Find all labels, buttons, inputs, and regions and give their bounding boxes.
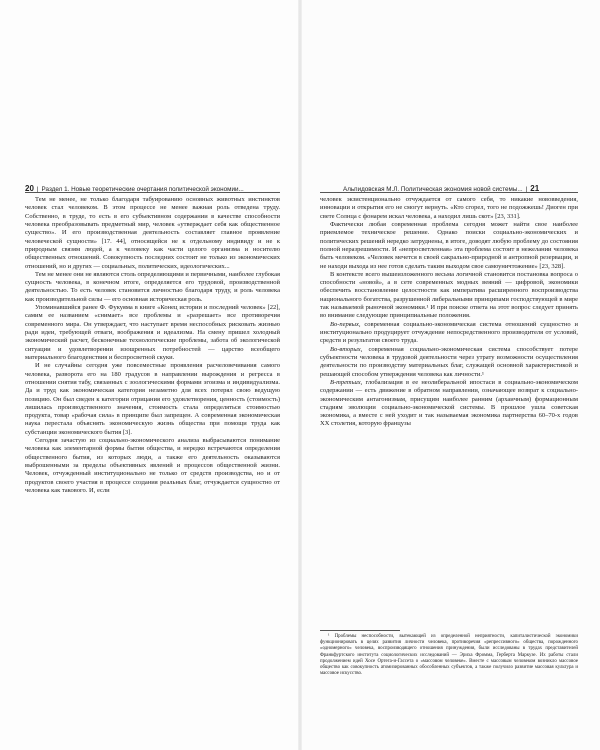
right-running-header: Альпидовская М.Л. Политическая экономия новой системы... | 21: [343, 184, 540, 193]
paragraph: Упоминавшийся ранее Ф. Фукуяма в книге «Конец истории и последний человек» [22], самим ее названием «снимает» все проблемы и «разрешает» все противоречия современного мира. Он утверждает, что наступает время неспособных рисковать жизнью ради идеи, требующей отваги, воображения и идеализма. На смену пришел холодный экономический расчет, бесконечные технологические проблемы, забота об экологической ситуации и удовлетворении изощренных потребностей — царство всеобщего материального благоденствия и беспросветной скуки.: [25, 304, 280, 361]
book-gutter: [298, 0, 302, 750]
right-body-text: [320, 196, 578, 429]
paragraph: человек экзистенционально отчуждается от самого себя, то никакие нововведения, инновации и открытия его не смогут вернуть. «Кто сгорел, того не подожжешь! Диоген при свете Солнца с фонарем искал человека, а находил лишь скот» [23, 331].: [320, 196, 578, 220]
paragraph: В-третьих, глобализация в ее неолиберальной ипостаси в социально-экономическом содержании — есть движение в обратном направлении, означающее возврат к социально-экономическим антагонизмам, присущим наиболее ранним (архаичным) формационным стадиям эволюции социально-экономической системы. В прошлое ушла советская экономика, а вместе с ней уходит и так называемая экономика партнерства 60–70-х годов XX столетия, которую французы: [320, 378, 578, 428]
paragraph: Фактически любая современная проблема сегодня может найти свое наиболее приемлемое техническое решение. Однако поиски социально-экономических и политических решений нередко затруднены, в итоге, доводят любую проблему до состояния полной неразрешимости. И «непросветленная» эта проблема состоит в нежелании человека быть человеком. «Человек мечется в своей сакрально-природной и антропной резервации, и не находи выхода из нее готов сделать таким выходом свое самоуничтожение» [23, 328].: [320, 220, 578, 270]
right-header-rule: [320, 192, 578, 193]
paragraph: Тем не менее они не являются столь определяющими и первичными, наиболее глубокая сущность человека, в конечном итоге, определяется его трудовой, производственной деятельностью. То есть человек становится личностью благодаря труду, и роль человека как производительной силы — его основная историческая роль.: [25, 270, 280, 303]
footnote-text: ¹ Проблемы неспособности, вытекающей из определенной неприятности, капиталистической экономики функционировать в целях развития личности человека, противоречия «репрессивного» общества, порожденного «одномерного» человека, воспроизводящего отношения принуждения, были исследованы в трудах представителей Франкфуртского института социологических исследований — Эриха Фромма, Герберта Маркузе. Их работы стали продолжением идей Хосе Ортега-и-Гассета о «массовом человеке». Вместе с массовым человеком возникло массовое общество как совокупность атомизированных обособленных субъектов, а также получило развитие массовая культура и массовое искусство.: [320, 634, 578, 677]
left-header-title: Раздел 1. Новые теоретические очертания политической экономии...: [41, 186, 244, 193]
right-page-number: 21: [530, 184, 540, 193]
footnote-rule: [320, 630, 400, 631]
paragraph: Тем не менее, не только благодаря табуированию основных животных инстинктов человек стал человеком. В этом процессе не менее важная роль отведена труду. Собственно, в труде, то есть в его субъективном содержании в качестве способности человека преобразовывать предметный мир, человек «утверждает себя как общественное существо». И его производственная деятельность составляет главное проявление человеческой сущности» [17. 44], относящейся не к отдельному индивиду и не к природным связям людей, а к человеку как части целого организма и носителю общественных отношений. Совокупность последних состоит не только из экономических отношений, но и других — социальных, политических, идеологических...: [25, 196, 280, 270]
left-body-text: [25, 196, 280, 495]
italic-lead: Во-вторых,: [330, 345, 363, 353]
italic-lead: В-третьих,: [330, 378, 363, 386]
paragraph: И не случайны сегодня уже повсеместные проявления расчеловечивания самого человека, разворота его на 180 градусов в направлении вырождения и регресса в отношении снятия табу, связанных с зоологическими формами эгоизма и индивидуализма. Да и труд как экономическая категория незаметно для всех потерял свою ведущую позицию. Он был сведен к категории отрицания его удовлетворения, ценность (стоимость) лишилась производственного значения, стоимость стала определяться стоимостью продукта, товар «рабочая сила» в принципе был запрещен. А современная экономическая наука перестала объяснять экономическую жизнь общества при помощи труда как субстанции экономического бытия [3].: [25, 362, 280, 436]
left-page-number: 20: [25, 184, 34, 193]
footnote: [320, 634, 578, 677]
paragraph: Во-вторых, современная социально-экономическая система способствует потере субъектности человека в трудовой деятельности через утрату возможности осуществления деятельности по производству материальных благ, служащей основной характеристикой и решающей способом утверждения человека как личности.¹: [320, 345, 578, 378]
paragraph: В контексте всего вышеизложенного весьма логичной становится постановка вопроса о способности «новой», а в сете современных модных веяний — цифровой, экономики обеспечить восстановление целостности как императива расширенного воспроизводства национального богатства, разрушенной либеральными принципами господствующей в мире так называемой рыночной экономики.¹ И при поиске ответа на этот вопрос следует принять во внимание следующие принципиальные положения.: [320, 270, 578, 320]
left-running-header: 20 | Раздел 1. Новые теоретические очертания политической экономии...: [25, 184, 244, 193]
paragraph: Во-первых, современная социально-экономическая система отношений сущностно и институционально продуцирует отчуждение непосредственного производителя от условий, средств и результатов своего труда.: [320, 320, 578, 345]
italic-lead: Во-первых,: [330, 320, 361, 328]
right-header-title: Альпидовская М.Л. Политическая экономия новой системы...: [343, 186, 523, 193]
paragraph: Сегодня зачастую из социально-экономического анализа выбрасываются понимание человека как элементарной формы бытия общества, и нередко встречаются определения общественного бытия, из которых люди, а также его деятельность оказываются выброшенными за пределы объективных явлений и процессов общественной жизни. Человек, отчужденный институционально не только от средств производства, но и от продуктов своего участия в процессе создания реальных благ, отчуждается сущностно от человека как такового. И, если: [25, 437, 280, 494]
left-header-rule: [25, 192, 280, 193]
